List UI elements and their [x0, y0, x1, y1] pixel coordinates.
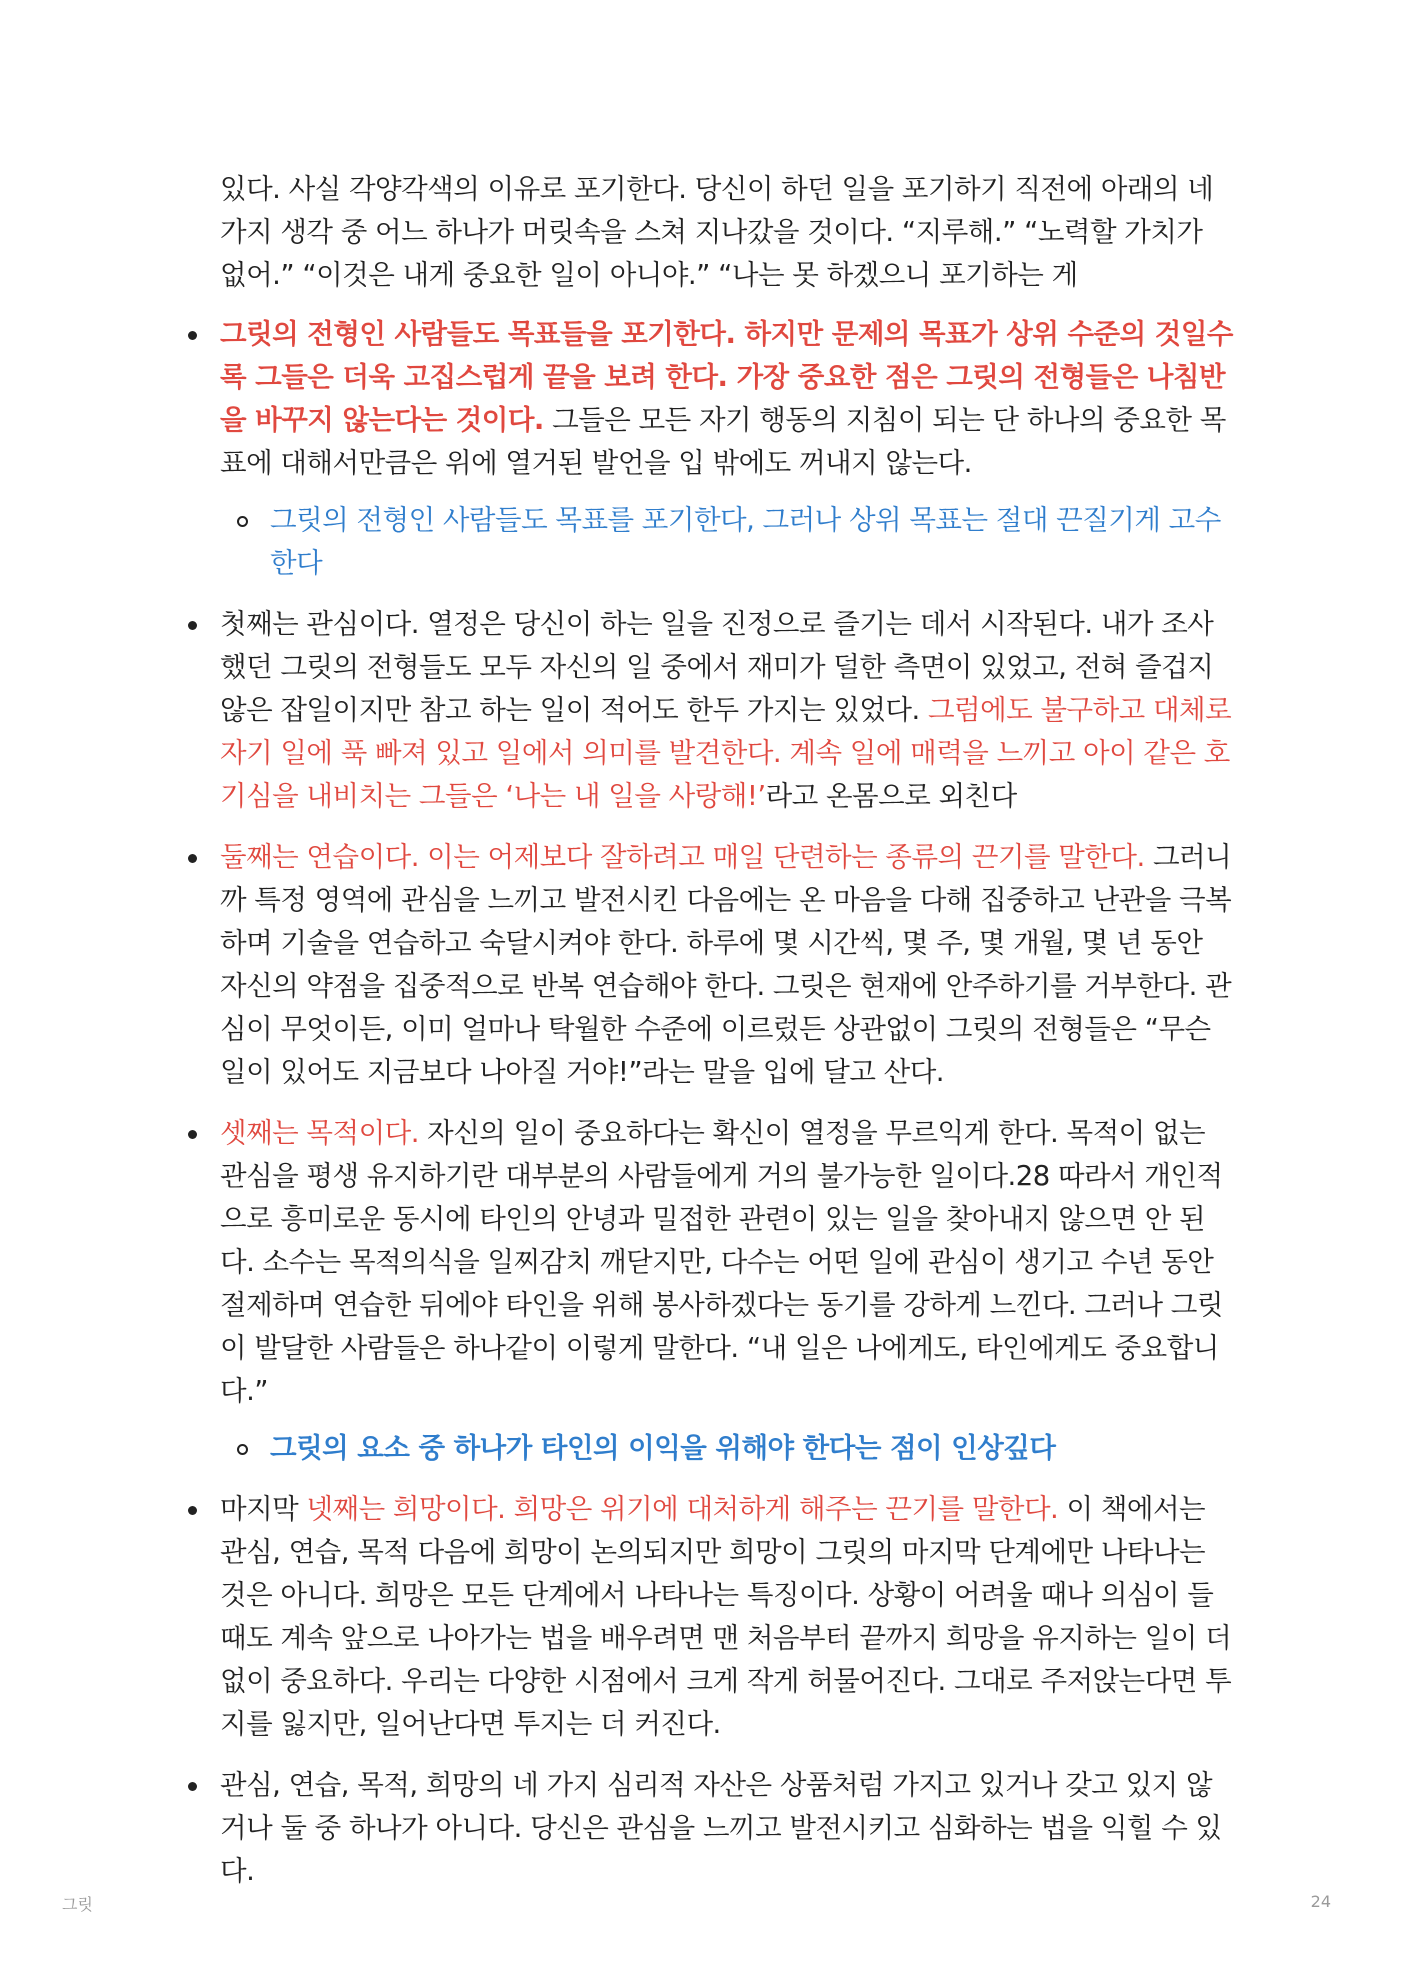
body-text: 마지막: [220, 1493, 307, 1525]
body-text: 그러니까 특정 영역에 관심을 느끼고 발전시킨 다음에는 온 마음을 다해 집중하고 난관을 극복하며 기술을 연습하고 숙달시켜야 한다. 하루에 몇 시간씩, 몇 주, 몇 개월, 몇 년 동안 자신의 약점을 집중적으로 반복 연습해야 한다. 그릿은 현재에 안주하기를 거부한다. 관심이 무엇이든, 이미 얼마나 탁월한 수준에 이르렀든 상관없이 그릿의 전형들은 “무슨 일이 있어도 지금보다 나아질 거야!”라는 말을 입에 달고 산다.: [220, 841, 1232, 1088]
page-number: 24: [1310, 1892, 1331, 1911]
body-text: 첫째는 관심이다. 열정은 당신이 하는 일을 진정으로 즐기는 데서 시작된다. 내가 조사했던 그릿의 전형들도 모두 자신의 일 중에서 재미가 덜한 측면이 있었고, 전혀 즐겁지 않은 잡일이지만 참고 하는 일이 적어도 한두 가지는 있었다.: [220, 608, 1214, 726]
list-item: [220, 1488, 1234, 1746]
highlight-text: 둘째는 연습이다. 이는 어제보다 잘하려고 매일 단련하는 종류의 끈기를 말한다.: [220, 841, 1145, 873]
list-item: [220, 836, 1234, 1094]
body-text: 자신의 일이 중요하다는 확신이 열정을 무르익게 한다. 목적이 없는 관심을 평생 유지하기란 대부분의 사람들에게 거의 불가능한 일이다.28 따라서 개인적으로 흥미로운 동시에 타인의 안녕과 밀접한 관련이 있는 일을 찾아내지 않으면 안 된다. 소수는 목적의식을 일찌감치 깨닫지만, 다수는 어떤 일에 관심이 생기고 수년 동안 절제하며 연습한 뒤에야 타인을 위해 봉사하겠다는 동기를 강하게 느낀다. 그러나 그릿이 발달한 사람들은 하나같이 이렇게 말한다. “내 일은 나에게도, 타인에게도 중요합니다.”: [220, 1117, 1223, 1407]
list-item: [220, 603, 1234, 818]
highlight-text: 그릿의 전형인 사람들도 목표들을 포기한다. 하지만 문제의 목표가 상위 수준의 것일수록 그들은 더욱 고집스럽게 끝을 보려 한다. 가장 중요한 점은 그릿의 전형들은 나침반을 바꾸지 않는다는 것이다.: [220, 318, 1233, 436]
highlight-text: 그럼에도 불구하고 대체로 자기 일에 푹 빠져 있고 일에서 의미를 발견한다.: [220, 694, 1232, 769]
highlight-text: 셋째는 목적이다.: [220, 1117, 419, 1149]
body-text: 이 책에서는 관심, 연습, 목적 다음에 희망이 논의되지만 희망이 그릿의 마지막 단계에만 나타나는 것은 아니다. 희망은 모든 단계에서 나타나는 특징이다. 상황이 어려울 때나 의심이 들 때도 계속 앞으로 나아가는 법을 배우려면 맨 처음부터 끝까지 희망을 유지하는 일이 더없이 중요하다. 우리는 다양한 시점에서 크게 작게 허물어진다. 그대로 주저앉는다면 투지를 잃지만, 일어난다면 투지는 더 커진다.: [220, 1493, 1232, 1740]
footer-title: 그릿: [62, 1895, 93, 1914]
highlight-text: 넷째는 희망이다. 희망은 위기에 대처하게 해주는 끈기를 말한다.: [306, 1493, 1059, 1525]
list-item: [220, 1112, 1234, 1470]
page-content: [220, 168, 1234, 1911]
body-text: 관심, 연습, 목적, 희망의 네 가지 심리적 자산은 상품처럼 가지고 있거나 갖고 있지 않거나 둘 중 하나가 아니다. 당신은 관심을 느끼고 발전시키고 심화하는 법을 익힐 수 있다.: [220, 1769, 1222, 1887]
sub-list: [270, 1427, 1234, 1470]
list-item: [220, 313, 1234, 585]
body-text: 라고 온몸으로 외친다: [765, 780, 1017, 812]
list-item: [220, 1764, 1234, 1893]
bullet-list: [220, 313, 1234, 1893]
body-text: 그들은 모든 자기 행동의 지침이 되는 단 하나의 중요한 목표에 대해서만큼은 위에 열거된 발언을 입 밖에도 꺼내지 않는다.: [220, 404, 1226, 479]
sub-list: [270, 499, 1234, 585]
intro-paragraph: 있다. 사실 각양각색의 이유로 포기한다. 당신이 하던 일을 포기하기 직전에 아래의 네 가지 생각 중 어느 하나가 머릿속을 스쳐 지나갔을 것이다. “지루해.” “노력할 가치가 없어.” “이것은 내게 중요한 일이 아니야.” “나는 못 하겠으니 포기하는 게: [220, 173, 1214, 291]
sub-list-item: 그릿의 요소 중 하나가 타인의 이익을 위해야 한다는 점이 인상깊다: [270, 1427, 1234, 1470]
sub-list-item: 그릿의 전형인 사람들도 목표를 포기한다, 그러나 상위 목표는 절대 끈질기게 고수한다: [270, 499, 1234, 585]
highlight-text: 계속 일에 매력을 느끼고 아이 같은 호기심을 내비치는 그들은 ‘나는 내 일을 사랑해!’: [220, 737, 1230, 812]
